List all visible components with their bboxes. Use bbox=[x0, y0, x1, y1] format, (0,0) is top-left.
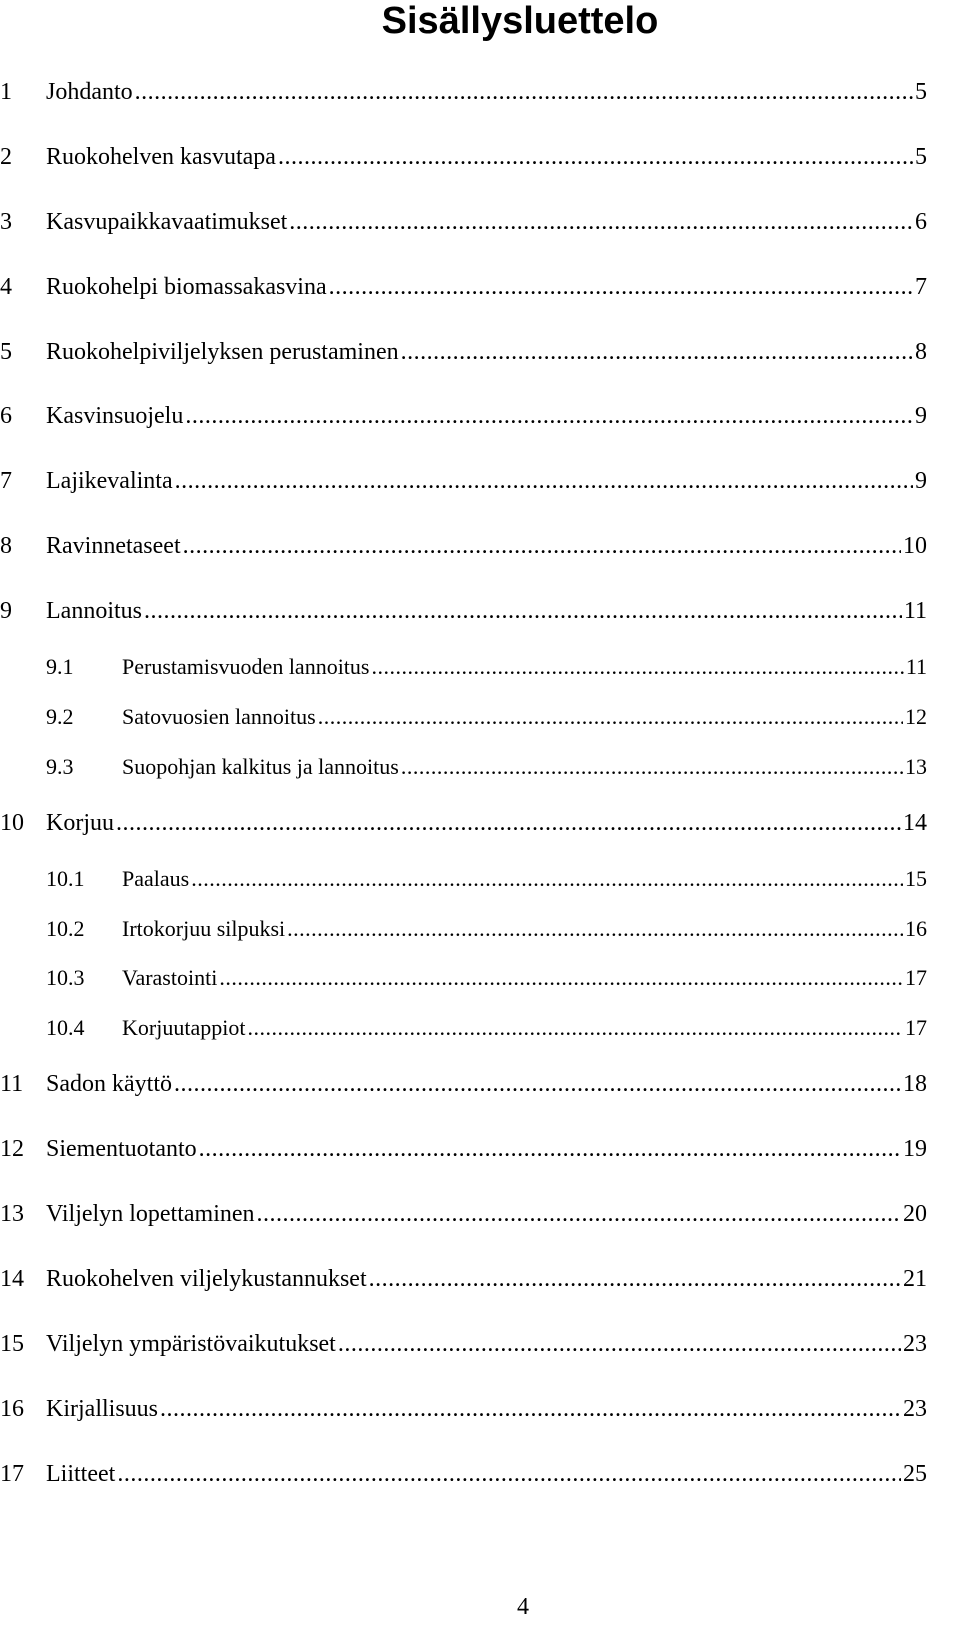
toc-dot-leader bbox=[401, 336, 913, 368]
toc-entry[interactable] bbox=[0, 400, 927, 432]
toc-entry-page: 18 bbox=[903, 1071, 927, 1097]
toc-entry-page: 6 bbox=[915, 209, 927, 235]
toc-entry-page: 8 bbox=[915, 339, 927, 365]
toc-entry-title: Perustamisvuoden lannoitus bbox=[122, 654, 370, 679]
toc-dot-leader bbox=[135, 76, 913, 108]
toc-subentry[interactable] bbox=[0, 863, 927, 895]
toc-entry-title: Lajikevalinta bbox=[46, 468, 173, 494]
toc-dot-leader bbox=[329, 271, 913, 303]
toc-entry-number: 9.2 bbox=[46, 704, 74, 729]
toc-entry[interactable] bbox=[0, 336, 927, 368]
toc-entry-title: Irtokorjuu silpuksi bbox=[122, 916, 286, 941]
toc-dot-leader bbox=[191, 863, 903, 895]
toc-entry-page: 20 bbox=[903, 1201, 927, 1227]
toc-entry-title: Sadon käyttö bbox=[46, 1071, 172, 1097]
toc-dot-leader bbox=[287, 913, 903, 945]
toc-entry-page: 5 bbox=[915, 79, 927, 105]
toc-entry-page: 14 bbox=[903, 810, 927, 836]
toc-entry-number: 9.1 bbox=[46, 654, 74, 679]
toc-entry[interactable] bbox=[0, 1068, 927, 1100]
toc-dot-leader bbox=[289, 206, 913, 238]
toc-entry-title: Viljelyn lopettaminen bbox=[46, 1201, 255, 1227]
toc-dot-leader bbox=[144, 595, 902, 627]
toc-entry-title: Korjuu bbox=[46, 810, 114, 836]
toc-entry-title: Kasvinsuojelu bbox=[46, 403, 184, 429]
toc-dot-leader bbox=[183, 530, 901, 562]
toc-entry-page: 7 bbox=[915, 274, 927, 300]
toc-entry-title: Lannoitus bbox=[46, 598, 142, 624]
toc-dot-leader bbox=[401, 751, 903, 783]
toc-entry[interactable] bbox=[0, 206, 927, 238]
toc-entry-number: 4 bbox=[0, 274, 12, 300]
toc-entry-page: 17 bbox=[905, 1015, 927, 1040]
toc-entry-page: 11 bbox=[905, 654, 927, 679]
toc-entry-number: 9 bbox=[0, 598, 12, 624]
toc-entry-title: Varastointi bbox=[122, 965, 218, 990]
toc-entry-page: 11 bbox=[903, 598, 927, 624]
page-title: Sisällysluettelo bbox=[381, 0, 659, 42]
toc-entry-number: 5 bbox=[0, 339, 12, 365]
toc-entry-title: Ravinnetaseet bbox=[46, 533, 181, 559]
toc-entry-title: Satovuosien lannoitus bbox=[122, 704, 316, 729]
toc-dot-leader bbox=[219, 962, 903, 994]
toc-entry-title: Siementuotanto bbox=[46, 1136, 197, 1162]
toc-entry-page: 10 bbox=[903, 533, 927, 559]
toc-entry-title: Liitteet bbox=[46, 1461, 116, 1487]
toc-entry[interactable] bbox=[0, 1133, 927, 1165]
toc-dot-leader bbox=[160, 1393, 901, 1425]
toc-entry-page: 9 bbox=[915, 468, 927, 494]
toc-entry[interactable] bbox=[0, 465, 927, 497]
toc-entry-page: 25 bbox=[903, 1461, 927, 1487]
toc-entry[interactable] bbox=[0, 807, 927, 839]
toc-dot-leader bbox=[318, 701, 903, 733]
toc-entry-title: Viljelyn ympäristövaikutukset bbox=[46, 1331, 336, 1357]
toc-entry-number: 10.3 bbox=[46, 965, 85, 990]
toc-dot-leader bbox=[257, 1198, 901, 1230]
toc-subentry[interactable] bbox=[0, 701, 927, 733]
toc-entry-title: Suopohjan kalkitus ja lannoitus bbox=[122, 754, 399, 779]
toc-entry-number: 7 bbox=[0, 468, 12, 494]
toc-entry-number: 11 bbox=[0, 1071, 24, 1097]
toc-dot-leader bbox=[117, 1458, 901, 1490]
toc-entry-number: 14 bbox=[0, 1266, 24, 1292]
toc-entry-page: 23 bbox=[903, 1331, 927, 1357]
toc-entry-number: 16 bbox=[0, 1396, 24, 1422]
toc-dot-leader bbox=[116, 807, 901, 839]
toc-subentry[interactable] bbox=[0, 751, 927, 783]
toc-entry-page: 12 bbox=[905, 704, 927, 729]
toc-entry-title: Ruokohelpiviljelyksen perustaminen bbox=[46, 339, 399, 365]
toc-entry-number: 12 bbox=[0, 1136, 24, 1162]
toc-entry-title: Johdanto bbox=[46, 79, 133, 105]
toc-entry[interactable] bbox=[0, 1263, 927, 1295]
toc-entry[interactable] bbox=[0, 530, 927, 562]
toc-entry[interactable] bbox=[0, 1328, 927, 1360]
toc-entry[interactable] bbox=[0, 1393, 927, 1425]
toc-dot-leader bbox=[338, 1328, 901, 1360]
toc-entry-page: 17 bbox=[905, 965, 927, 990]
toc-entry-page: 13 bbox=[905, 754, 927, 779]
toc-entry-number: 10 bbox=[0, 810, 24, 836]
toc-entry-number: 3 bbox=[0, 209, 12, 235]
toc-dot-leader bbox=[175, 465, 913, 497]
toc-entry-title: Ruokohelven kasvutapa bbox=[46, 144, 276, 170]
toc-entry-number: 17 bbox=[0, 1461, 24, 1487]
toc-entry-title: Kasvupaikkavaatimukset bbox=[46, 209, 288, 235]
toc-entry-page: 5 bbox=[915, 144, 927, 170]
toc-entry-number: 1 bbox=[0, 79, 12, 105]
toc-entry[interactable] bbox=[0, 1198, 927, 1230]
toc-entry[interactable] bbox=[0, 271, 927, 303]
toc-entry-page: 15 bbox=[905, 866, 927, 891]
toc-entry-number: 10.1 bbox=[46, 866, 85, 891]
toc-entry-title: Ruokohelpi biomassakasvina bbox=[46, 274, 327, 300]
toc-subentry[interactable] bbox=[0, 962, 927, 994]
toc-entry-number: 6 bbox=[0, 403, 12, 429]
toc-entry[interactable] bbox=[0, 141, 927, 173]
toc-entry[interactable] bbox=[0, 1458, 927, 1490]
toc-entry-number: 15 bbox=[0, 1331, 24, 1357]
toc-entry-number: 2 bbox=[0, 144, 12, 170]
toc-entry-page: 16 bbox=[905, 916, 927, 941]
toc-entry[interactable] bbox=[0, 76, 927, 108]
toc-entry-page: 21 bbox=[903, 1266, 927, 1292]
toc-entry-title: Paalaus bbox=[122, 866, 190, 891]
toc-entry-title: Korjuutappiot bbox=[122, 1015, 246, 1040]
toc-dot-leader bbox=[174, 1068, 901, 1100]
toc-entry-page: 23 bbox=[903, 1396, 927, 1422]
toc-entry-number: 8 bbox=[0, 533, 12, 559]
toc-entry[interactable] bbox=[0, 595, 927, 627]
toc-dot-leader bbox=[371, 651, 903, 683]
toc-entry-number: 13 bbox=[0, 1201, 24, 1227]
toc-dot-leader bbox=[199, 1133, 901, 1165]
toc-subentry[interactable] bbox=[0, 1012, 927, 1044]
toc-subentry[interactable] bbox=[0, 913, 927, 945]
toc-dot-leader bbox=[369, 1263, 901, 1295]
toc-entry-number: 10.4 bbox=[46, 1015, 85, 1040]
toc-entry-page: 19 bbox=[903, 1136, 927, 1162]
toc-dot-leader bbox=[247, 1012, 903, 1044]
toc-entry-number: 10.2 bbox=[46, 916, 85, 941]
page-number: 4 bbox=[517, 1594, 529, 1620]
toc-entry-title: Ruokohelven viljelykustannukset bbox=[46, 1266, 367, 1292]
toc-entry-number: 9.3 bbox=[46, 754, 74, 779]
toc-dot-leader bbox=[278, 141, 913, 173]
toc-dot-leader bbox=[185, 400, 913, 432]
toc-entry-page: 9 bbox=[915, 403, 927, 429]
toc-entry-title: Kirjallisuus bbox=[46, 1396, 158, 1422]
toc-subentry[interactable] bbox=[0, 651, 927, 683]
